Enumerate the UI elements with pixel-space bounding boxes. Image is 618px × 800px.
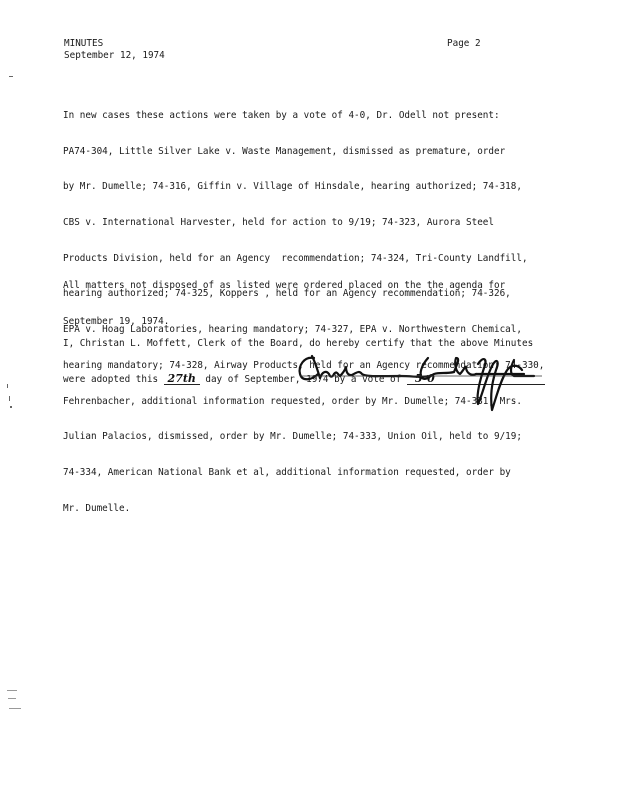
scan-artifact: [7, 690, 17, 691]
paragraph-line: PA74-304, Little Silver Lake v. Waste Management, dismissed as premature, order: [63, 145, 506, 157]
paragraph-line: CBS v. International Harvester, held for action to 9/19; 74-323, Aurora Steel: [63, 217, 494, 229]
paragraph-line: hearing mandatory; 74-328, Airway Products, held for an Agency recommendation; 74-330,: [63, 359, 545, 371]
paragraph-line: Products Division, held for an Agency recommendation; 74-324, Tri-County Landfill,: [63, 252, 528, 264]
paragraph-line: September 19, 1974.: [63, 315, 170, 327]
scan-artifact: [9, 708, 21, 709]
certification-text: day of September, 1974 by a vote of: [199, 373, 407, 385]
paragraph-line: All matters not disposed of as listed were ordered placed on the the agenda for: [63, 280, 506, 291]
scan-artifact: [10, 406, 12, 408]
handwritten-day: 27th: [164, 374, 200, 385]
paragraph-line: Mr. Dumelle.: [63, 502, 131, 514]
document-header: [64, 38, 165, 62]
paragraph-line: 74-334, American National Bank et al, additional information requested, order by: [63, 466, 511, 478]
paragraph-line: hearing authorized; 74-325, Koppers , held for an Agency recommendation; 74-326,: [63, 288, 511, 300]
scan-artifact: [8, 698, 16, 699]
document-title: MINUTES: [64, 38, 104, 49]
paragraph-line: by Mr. Dumelle; 74-316, Giffin v. Village of Hinsdale, hearing authorized; 74-318,: [63, 181, 522, 193]
scan-artifact: [9, 76, 13, 77]
clerk-signature: [296, 352, 546, 422]
paragraph-line: Julian Palacios, dismissed, order by Mr. Dumelle; 74-333, Union Oil, held to 9/19;: [63, 431, 522, 443]
scan-artifact: [9, 396, 10, 401]
paragraph-line: Fehrenbacher, additional information requested, order by Mr. Dumelle; 74-331, Mrs.: [63, 395, 522, 407]
handwritten-vote: 5-0: [407, 374, 545, 385]
document-date: September 12, 1974: [64, 50, 165, 61]
paragraph-line: In new cases these actions were taken by a vote of 4-0, Dr. Odell not present:: [63, 110, 500, 121]
page-number: Page 2: [447, 38, 481, 49]
scan-artifact: [7, 384, 8, 388]
paragraph-line: EPA v. Hoag Laboratories, hearing mandatory; 74-327, EPA v. Northwestern Chemical,: [63, 324, 522, 336]
certification-line: I, Christan L. Moffett, Clerk of the Board, do hereby certify that the above Minutes: [63, 338, 534, 349]
certification-text: were adopted this: [63, 373, 164, 385]
